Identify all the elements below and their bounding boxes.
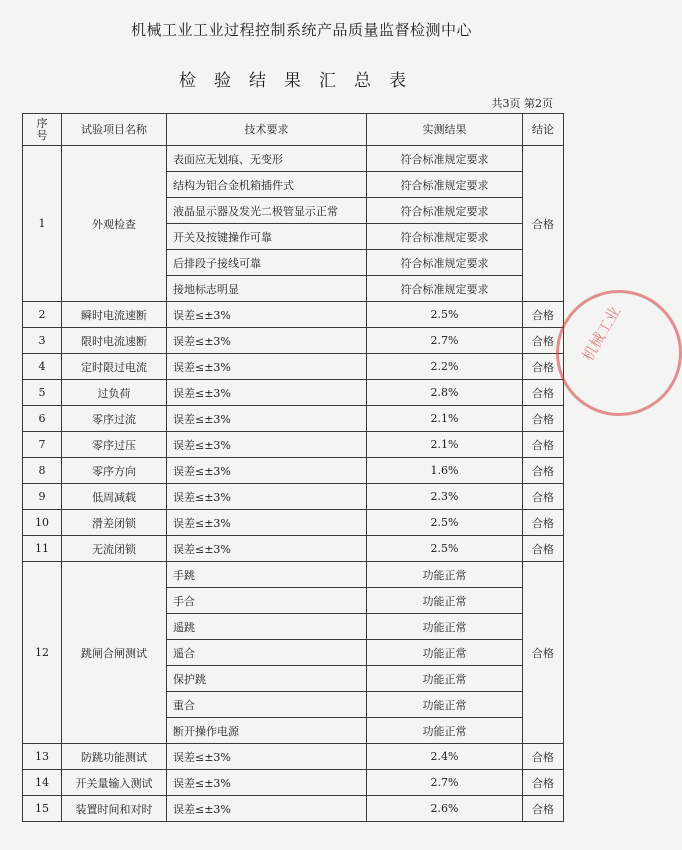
cell-requirement: 结构为铝合金机箱插件式	[167, 172, 367, 198]
table-row	[23, 146, 564, 172]
seal-lettering: 机械工业	[578, 303, 625, 365]
cell-seq: 13	[23, 744, 62, 770]
cell-requirement: 遥跳	[167, 614, 367, 640]
cell-result: 2.5%	[367, 510, 523, 536]
cell-conclusion: 合格	[523, 484, 564, 510]
cell-result: 2.7%	[367, 770, 523, 796]
table-row	[23, 536, 564, 562]
cell-requirement: 误差≤±3%	[167, 354, 367, 380]
cell-conclusion: 合格	[523, 432, 564, 458]
cell-test-item: 外观检查	[62, 146, 167, 302]
cell-conclusion: 合格	[523, 510, 564, 536]
table-row	[23, 380, 564, 406]
cell-requirement: 误差≤±3%	[167, 744, 367, 770]
results-table	[22, 113, 564, 822]
cell-test-item: 过负荷	[62, 380, 167, 406]
inspection-seal	[556, 290, 682, 416]
cell-result: 2.1%	[367, 432, 523, 458]
cell-result: 2.2%	[367, 354, 523, 380]
cell-requirement: 重合	[167, 692, 367, 718]
cell-seq: 7	[23, 432, 62, 458]
cell-conclusion: 合格	[523, 458, 564, 484]
cell-conclusion: 合格	[523, 796, 564, 822]
cell-result: 功能正常	[367, 666, 523, 692]
cell-result: 2.7%	[367, 328, 523, 354]
cell-result: 功能正常	[367, 562, 523, 588]
cell-conclusion: 合格	[523, 328, 564, 354]
cell-test-item: 定时限过电流	[62, 354, 167, 380]
header-item: 试验项目名称	[62, 114, 167, 146]
cell-result: 符合标准规定要求	[367, 250, 523, 276]
cell-seq: 3	[23, 328, 62, 354]
cell-requirement: 误差≤±3%	[167, 770, 367, 796]
header-result: 实测结果	[367, 114, 523, 146]
cell-seq: 5	[23, 380, 62, 406]
table-row	[23, 458, 564, 484]
cell-seq: 1	[23, 146, 62, 302]
cell-test-item: 低周减载	[62, 484, 167, 510]
cell-seq: 6	[23, 406, 62, 432]
cell-result: 功能正常	[367, 718, 523, 744]
cell-requirement: 误差≤±3%	[167, 406, 367, 432]
table-row	[23, 354, 564, 380]
cell-result: 符合标准规定要求	[367, 276, 523, 302]
cell-seq: 11	[23, 536, 62, 562]
cell-conclusion: 合格	[523, 744, 564, 770]
table-row	[23, 796, 564, 822]
table-row	[23, 328, 564, 354]
cell-conclusion: 合格	[523, 354, 564, 380]
cell-requirement: 表面应无划痕、无变形	[167, 146, 367, 172]
cell-requirement: 误差≤±3%	[167, 302, 367, 328]
cell-requirement: 保护跳	[167, 666, 367, 692]
cell-seq: 8	[23, 458, 62, 484]
table-header-row	[23, 114, 564, 146]
cell-result: 2.4%	[367, 744, 523, 770]
cell-requirement: 误差≤±3%	[167, 328, 367, 354]
cell-test-item: 无流闭锁	[62, 536, 167, 562]
table-row	[23, 510, 564, 536]
cell-result: 符合标准规定要求	[367, 198, 523, 224]
table-body	[23, 146, 564, 822]
cell-requirement: 误差≤±3%	[167, 536, 367, 562]
cell-requirement: 后排段子接线可靠	[167, 250, 367, 276]
cell-conclusion: 合格	[523, 146, 564, 302]
cell-test-item: 防跳功能测试	[62, 744, 167, 770]
organization-name: 机械工业工业过程控制系统产品质量监督检测中心	[130, 21, 472, 39]
cell-result: 2.3%	[367, 484, 523, 510]
cell-seq: 15	[23, 796, 62, 822]
cell-result: 符合标准规定要求	[367, 172, 523, 198]
cell-requirement: 误差≤±3%	[167, 432, 367, 458]
header-seq: 序号	[23, 114, 62, 146]
cell-conclusion: 合格	[523, 562, 564, 744]
cell-result: 2.1%	[367, 406, 523, 432]
cell-test-item: 瞬时电流速断	[62, 302, 167, 328]
cell-test-item: 开关量输入测试	[62, 770, 167, 796]
cell-conclusion: 合格	[523, 380, 564, 406]
cell-requirement: 开关及按键操作可靠	[167, 224, 367, 250]
header-requirement: 技术要求	[167, 114, 367, 146]
cell-result: 2.6%	[367, 796, 523, 822]
cell-test-item: 零序过压	[62, 432, 167, 458]
table-row	[23, 432, 564, 458]
cell-result: 功能正常	[367, 614, 523, 640]
page-number: 共3页 第2页	[491, 97, 553, 110]
cell-requirement: 接地标志明显	[167, 276, 367, 302]
cell-test-item: 滑差闭锁	[62, 510, 167, 536]
cell-requirement: 手合	[167, 588, 367, 614]
cell-conclusion: 合格	[523, 536, 564, 562]
table-row	[23, 484, 564, 510]
cell-requirement: 误差≤±3%	[167, 796, 367, 822]
cell-result: 功能正常	[367, 640, 523, 666]
table-row	[23, 744, 564, 770]
cell-requirement: 液晶显示器及发光二极管显示正常	[167, 198, 367, 224]
cell-test-item: 限时电流速断	[62, 328, 167, 354]
cell-requirement: 遥合	[167, 640, 367, 666]
cell-seq: 14	[23, 770, 62, 796]
cell-result: 功能正常	[367, 692, 523, 718]
cell-requirement: 误差≤±3%	[167, 510, 367, 536]
cell-result: 2.5%	[367, 302, 523, 328]
cell-result: 1.6%	[367, 458, 523, 484]
cell-result: 2.8%	[367, 380, 523, 406]
cell-test-item: 跳闸合闸测试	[62, 562, 167, 744]
cell-result: 功能正常	[367, 588, 523, 614]
cell-requirement: 断开操作电源	[167, 718, 367, 744]
cell-requirement: 手跳	[167, 562, 367, 588]
cell-seq: 4	[23, 354, 62, 380]
cell-conclusion: 合格	[523, 302, 564, 328]
cell-seq: 2	[23, 302, 62, 328]
cell-test-item: 零序方向	[62, 458, 167, 484]
cell-requirement: 误差≤±3%	[167, 380, 367, 406]
page-title: 检验结果汇总表	[179, 71, 424, 91]
table-row	[23, 406, 564, 432]
cell-conclusion: 合格	[523, 770, 564, 796]
header-conclusion: 结论	[523, 114, 564, 146]
table-row	[23, 770, 564, 796]
cell-conclusion: 合格	[523, 406, 564, 432]
cell-seq: 12	[23, 562, 62, 744]
cell-test-item: 零序过流	[62, 406, 167, 432]
cell-result: 符合标准规定要求	[367, 146, 523, 172]
table-row	[23, 562, 564, 588]
cell-seq: 10	[23, 510, 62, 536]
cell-result: 符合标准规定要求	[367, 224, 523, 250]
cell-result: 2.5%	[367, 536, 523, 562]
cell-requirement: 误差≤±3%	[167, 458, 367, 484]
cell-test-item: 装置时间和对时	[62, 796, 167, 822]
cell-seq: 9	[23, 484, 62, 510]
table-row	[23, 302, 564, 328]
cell-requirement: 误差≤±3%	[167, 484, 367, 510]
